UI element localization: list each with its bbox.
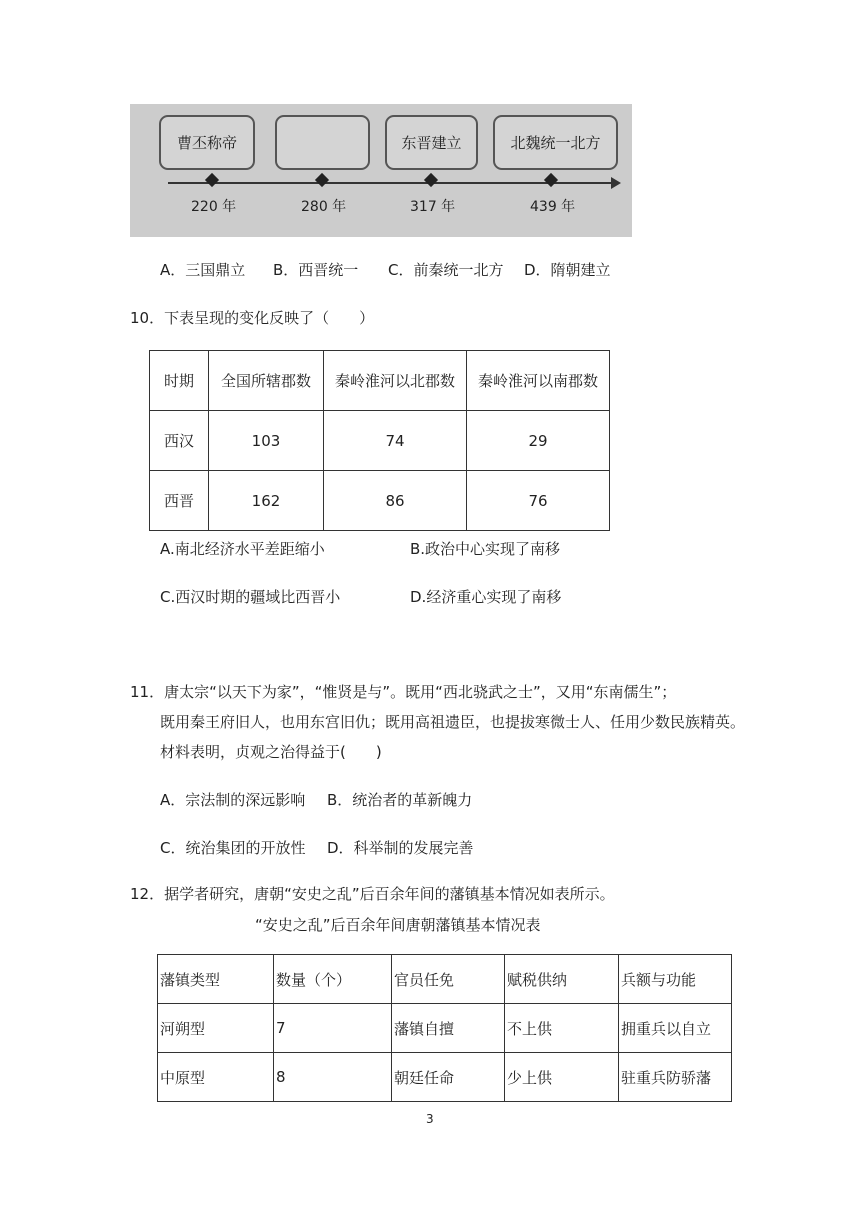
table-cell: 162 [209, 471, 324, 531]
table-header-cell: 官员任免 [392, 955, 505, 1004]
q10-option-b: B.政治中心实现了南移 [410, 540, 561, 558]
timeline-box-3: 东晋建立 [385, 115, 478, 170]
q10-stem: 10．下表呈现的变化反映了（ ） [130, 309, 375, 327]
table-cell: 不上供 [505, 1004, 619, 1053]
table-header-cell: 兵额与功能 [619, 955, 732, 1004]
table-cell: 少上供 [505, 1053, 619, 1102]
timeline-box-1: 曹丕称帝 [159, 115, 255, 170]
q9-option-d: D．隋朝建立 [524, 261, 611, 279]
timeline-box-2-blank [275, 115, 370, 170]
q9-option-b: B．西晋统一 [273, 261, 359, 279]
table-header-cell: 数量（个） [274, 955, 392, 1004]
table-cell: 西晋 [150, 471, 209, 531]
table-cell: 29 [467, 411, 610, 471]
q11-stem-line-1: 11．唐太宗“以天下为家”，“惟贤是与”。既用“西北骁武之士”，又用“东南儒生”； [130, 683, 677, 701]
timeline-figure [130, 104, 632, 237]
q11-option-d: D．科举制的发展完善 [327, 839, 474, 857]
table-header-cell: 秦岭淮河以南郡数 [467, 351, 610, 411]
timeline-box-4: 北魏统一北方 [493, 115, 618, 170]
table-cell: 8 [274, 1053, 392, 1102]
q11-stem-line-2: 既用秦王府旧人，也用东宫旧仇；既用高祖遗臣，也提拔寒微士人、任用少数民族精英。 [160, 713, 746, 731]
table-cell: 驻重兵防骄藩 [619, 1053, 732, 1102]
table-cell: 中原型 [158, 1053, 274, 1102]
diamond-marker-icon [315, 173, 329, 187]
arrow-right-icon [611, 177, 621, 189]
timeline-year-2: 280 年 [301, 199, 347, 215]
timeline-year-1: 220 年 [191, 199, 237, 215]
q10-option-a: A.南北经济水平差距缩小 [160, 540, 325, 558]
q11-stem-line-3: 材料表明，贞观之治得益于( ) [160, 743, 382, 761]
diamond-marker-icon [424, 173, 438, 187]
table-cell: 76 [467, 471, 610, 531]
table-cell: 西汉 [150, 411, 209, 471]
table-header-row [150, 351, 610, 411]
table-header-cell: 赋税供纳 [505, 955, 619, 1004]
table-row [150, 411, 610, 471]
q12-table [157, 954, 732, 1102]
q9-option-c: C．前秦统一北方 [388, 261, 504, 279]
diamond-marker-icon [544, 173, 558, 187]
q10-table [149, 350, 610, 531]
table-cell: 藩镇自擅 [392, 1004, 505, 1053]
table-row [158, 1053, 732, 1102]
timeline-year-4: 439 年 [530, 199, 576, 215]
table-header-cell: 秦岭淮河以北郡数 [324, 351, 467, 411]
timeline-year-3: 317 年 [410, 199, 456, 215]
table-cell: 103 [209, 411, 324, 471]
table-header-cell: 时期 [150, 351, 209, 411]
q11-option-a: A．宗法制的深远影响 [160, 791, 306, 809]
diamond-marker-icon [205, 173, 219, 187]
q10-option-d: D.经济重心实现了南移 [410, 588, 562, 606]
table-header-row [158, 955, 732, 1004]
table-cell: 河朔型 [158, 1004, 274, 1053]
table-cell: 74 [324, 411, 467, 471]
table-row [150, 471, 610, 531]
table-cell: 拥重兵以自立 [619, 1004, 732, 1053]
q12-table-caption: “安史之乱”后百余年间唐朝藩镇基本情况表 [255, 916, 541, 934]
q10-option-c: C.西汉时期的疆域比西晋小 [160, 588, 341, 606]
table-header-cell: 全国所辖郡数 [209, 351, 324, 411]
table-cell: 朝廷任命 [392, 1053, 505, 1102]
table-row [158, 1004, 732, 1053]
table-header-cell: 藩镇类型 [158, 955, 274, 1004]
table-cell: 86 [324, 471, 467, 531]
q11-option-b: B．统治者的革新魄力 [327, 791, 473, 809]
q11-option-c: C．统治集团的开放性 [160, 839, 306, 857]
q12-stem: 12．据学者研究，唐朝“安史之乱”后百余年间的藩镇基本情况如表所示。 [130, 885, 615, 903]
page-number: 3 [426, 1112, 434, 1126]
q9-option-a: A．三国鼎立 [160, 261, 246, 279]
table-cell: 7 [274, 1004, 392, 1053]
